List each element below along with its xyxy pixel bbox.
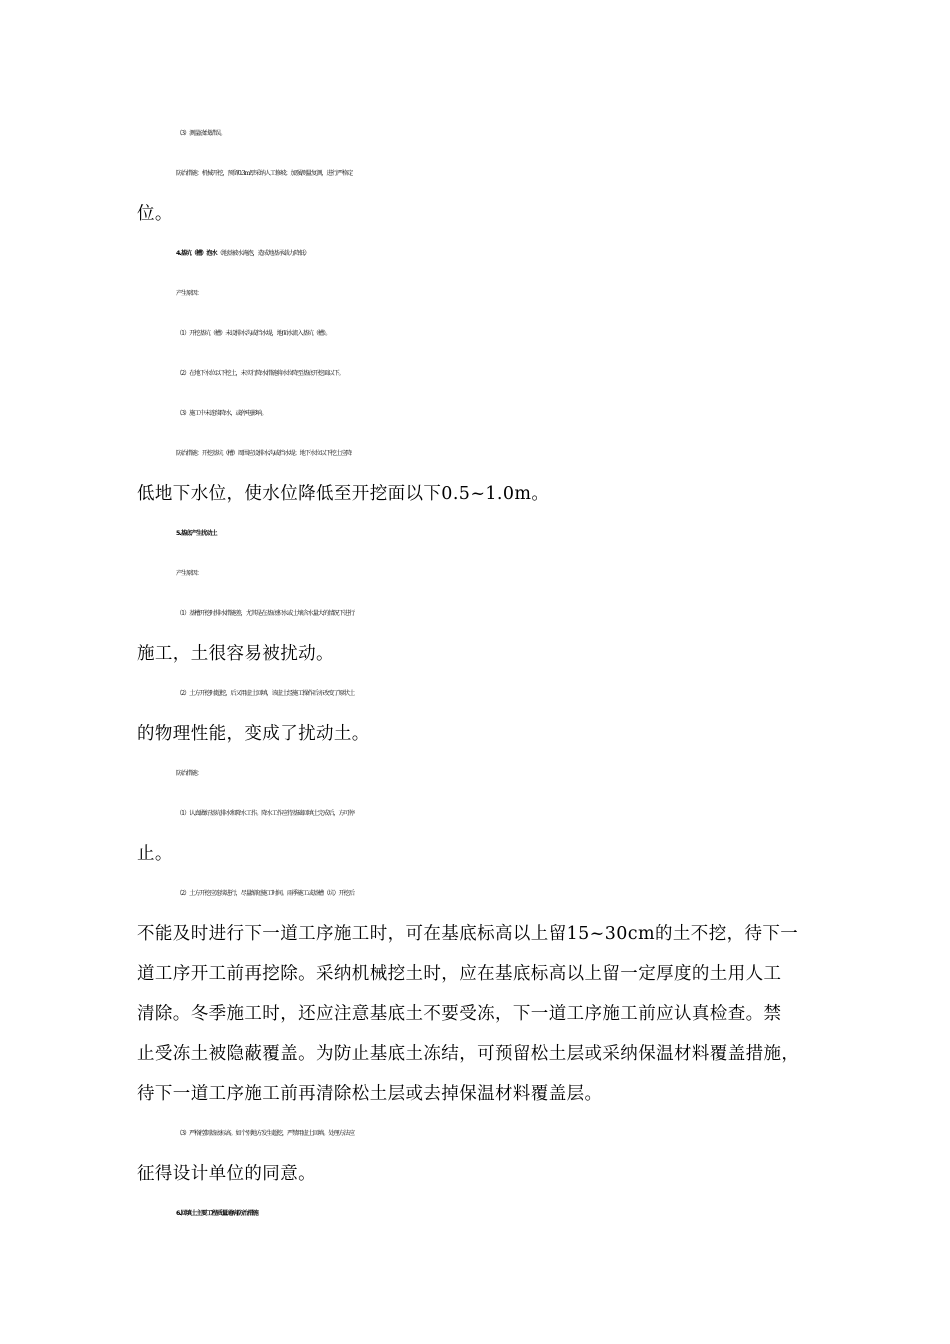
causes-label: 产生原因： — [176, 570, 202, 577]
section-heading-6: 6.回填土主要工程质量通病防治措施 — [176, 1210, 258, 1217]
measure-2-text-cont: 不能及时进行下一道工序施工时，可在基底标高以上留15~30cm的土不挖，待下一 — [137, 924, 799, 944]
prevention-measures-text-cont: 位。 — [137, 204, 173, 224]
measure-2-text: （2）土方开挖应连续进行，尽量缩短施工时间。雨季施工或基槽（坑）开挖后 — [176, 890, 354, 897]
measure-1-text: （1）认真做好基坑排水和降水工作。降水工作应待基础回填土完成后，方可停 — [176, 810, 354, 817]
section-heading-4-note: （地基被水淹泡，造成地基承载力降低） — [216, 250, 310, 257]
section-heading-4-title: 4.基坑（槽）泡水 — [176, 250, 217, 257]
measure-2-text-cont: 清除。冬季施工时，还应注意基底土不要受冻，下一道工序施工前应认真检查。禁 — [137, 1004, 782, 1024]
measure-3-text: （3）严格控制基底标高。如个别地方发生超挖，严禁用虚土回填。处理方法应 — [176, 1130, 354, 1137]
cause-2-text: （2）在地下水位以下挖土，未实行降水措施将水位降至基底开挖面以下。 — [176, 370, 344, 377]
prevention-label: 防治措施： — [176, 770, 202, 777]
measure-3-text-cont: 征得设计单位的同意。 — [137, 1164, 316, 1184]
section-heading-4 — [176, 242, 876, 266]
cause-3-text: （3）施工中未连续降水，或停电影响。 — [176, 410, 267, 417]
cause-1-text: （1）基槽开挖时排水措施差，尤其是在基底积水或土壤含水量大的情况下进行 — [176, 610, 354, 617]
measure-2-text-cont: 止受冻土被隐蔽覆盖。为防止基底土冻结，可预留松土层或采纳保温材料覆盖措施， — [137, 1044, 800, 1064]
measure-1-text-cont: 止。 — [137, 844, 173, 864]
cause-2-text: （2）土方开挖时超挖，后又用虚土回填，该虚土经施工操作后亦改变了原状土 — [176, 690, 354, 697]
causes-label: 产生原因： — [176, 290, 202, 297]
prevention-measures-text: 防治措施：机械开挖，预留0.3m厚采纳人工修坡；加强测量复测，进行严格定 — [176, 170, 353, 177]
cause-1-text: （1）开挖基坑（槽）未设排水沟或挡水堤，地面水流入基坑（槽）。 — [176, 330, 331, 337]
section-heading-5: 5.基底产生扰动土 — [176, 530, 217, 537]
prevention-measures-text: 防治措施：开挖基坑（槽）周围应设排水沟或挡水堤；地下水位以下挖土应降 — [176, 450, 352, 457]
cause-3-text: （3）测量放线错误。 — [176, 130, 226, 137]
cause-2-text-cont: 的物理性能，变成了扰动土。 — [137, 724, 370, 744]
measure-2-text-cont: 道工序开工前再挖除。采纳机械挖土时，应在基底标高以上留一定厚度的土用人工 — [137, 964, 782, 984]
prevention-measures-text-cont: 低地下水位，使水位降低至开挖面以下0.5~1.0m。 — [137, 484, 550, 504]
measure-2-text-cont: 待下一道工序施工前再清除松土层或去掉保温材料覆盖层。 — [137, 1084, 603, 1104]
cause-1-text-cont: 施工，土很容易被扰动。 — [137, 644, 334, 664]
